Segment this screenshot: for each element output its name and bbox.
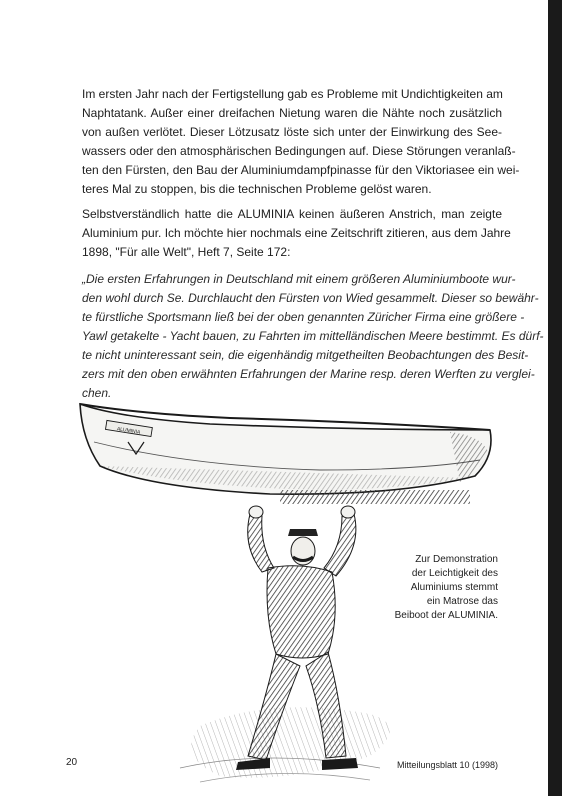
text-line: ten den Fürsten, den Bau der Aluminiumdampfpinasse für den Viktoriasee ein wei- (82, 163, 520, 177)
text-line: Aluminium pur. Ich möchte hier nochmals eine Zeitschrift zitieren, aus dem Jahre (82, 226, 511, 240)
paragraph-1 (82, 85, 520, 199)
caption-line: Aluminiums stemmt (410, 582, 498, 593)
quote-block (82, 270, 544, 403)
caption-line: ein Matrose das (426, 596, 498, 607)
text-line: Selbstverständlich hatte die ALUMINIA keinen äußeren Anstrich, man zeigte (82, 207, 502, 221)
publication-reference: Mitteilungsblatt 10 (1998) (396, 760, 498, 770)
text-line: wassers oder den atmosphärischen Bedingungen auf. Diese Störungen veranlaß- (82, 144, 516, 158)
ground-shading (180, 707, 390, 782)
quote-line: zers mit den oben erwähnten Erfahrungen der Marine resp. deren Werften zu verglei- (82, 367, 535, 381)
text-line: Im ersten Jahr nach der Fertigstellung gab es Probleme mit Undichtigkeiten am (82, 87, 503, 101)
boat-nameplate: ALUMINIA (116, 426, 141, 436)
quote-line: den wohl durch Se. Durchlaucht den Fürsten von Wied gesammelt. Dieser so bewähr- (82, 291, 539, 305)
quote-line: chen. (82, 386, 112, 400)
text-line: teres Mal zu stoppen, bis die technischen Probleme gelöst waren. (82, 182, 432, 196)
paragraph-2 (82, 205, 511, 262)
caption-line: der Leichtigkeit des (411, 568, 498, 579)
page-edge (548, 0, 562, 796)
quote-line: Yawl getakelte - Yacht bauen, zu Fahrten im mittelländischen Meere bestimmt. Es dürf- (82, 329, 544, 343)
text-line: von außen verlötet. Dieser Lötzusatz löste sich unter der Einwirkung des See- (82, 125, 502, 139)
boat (80, 404, 491, 504)
quote-line: te nicht uninteressant sein, die eigenhändig mitgetheilten Beobachtungen des Besit- (82, 348, 529, 362)
text-line: Naphtatank. Außer einer dreifachen Nietung waren die Nähte noch zusätzlich (82, 106, 502, 120)
quote-line: „Die ersten Erfahrungen in Deutschland mit einem größeren Aluminiumboote wur- (82, 272, 516, 286)
text-line: 1898, "Für alle Welt", Heft 7, Seite 172: (82, 245, 291, 259)
quote-line: te fürstliche Sportsmann ließ bei der oben genannten Züricher Firma eine größere - (82, 310, 525, 324)
page-number: 20 (66, 757, 78, 768)
caption-line: Zur Demonstration (415, 554, 498, 565)
figure-caption (348, 553, 498, 623)
caption-line: Beiboot der ALUMINIA. (394, 610, 498, 621)
